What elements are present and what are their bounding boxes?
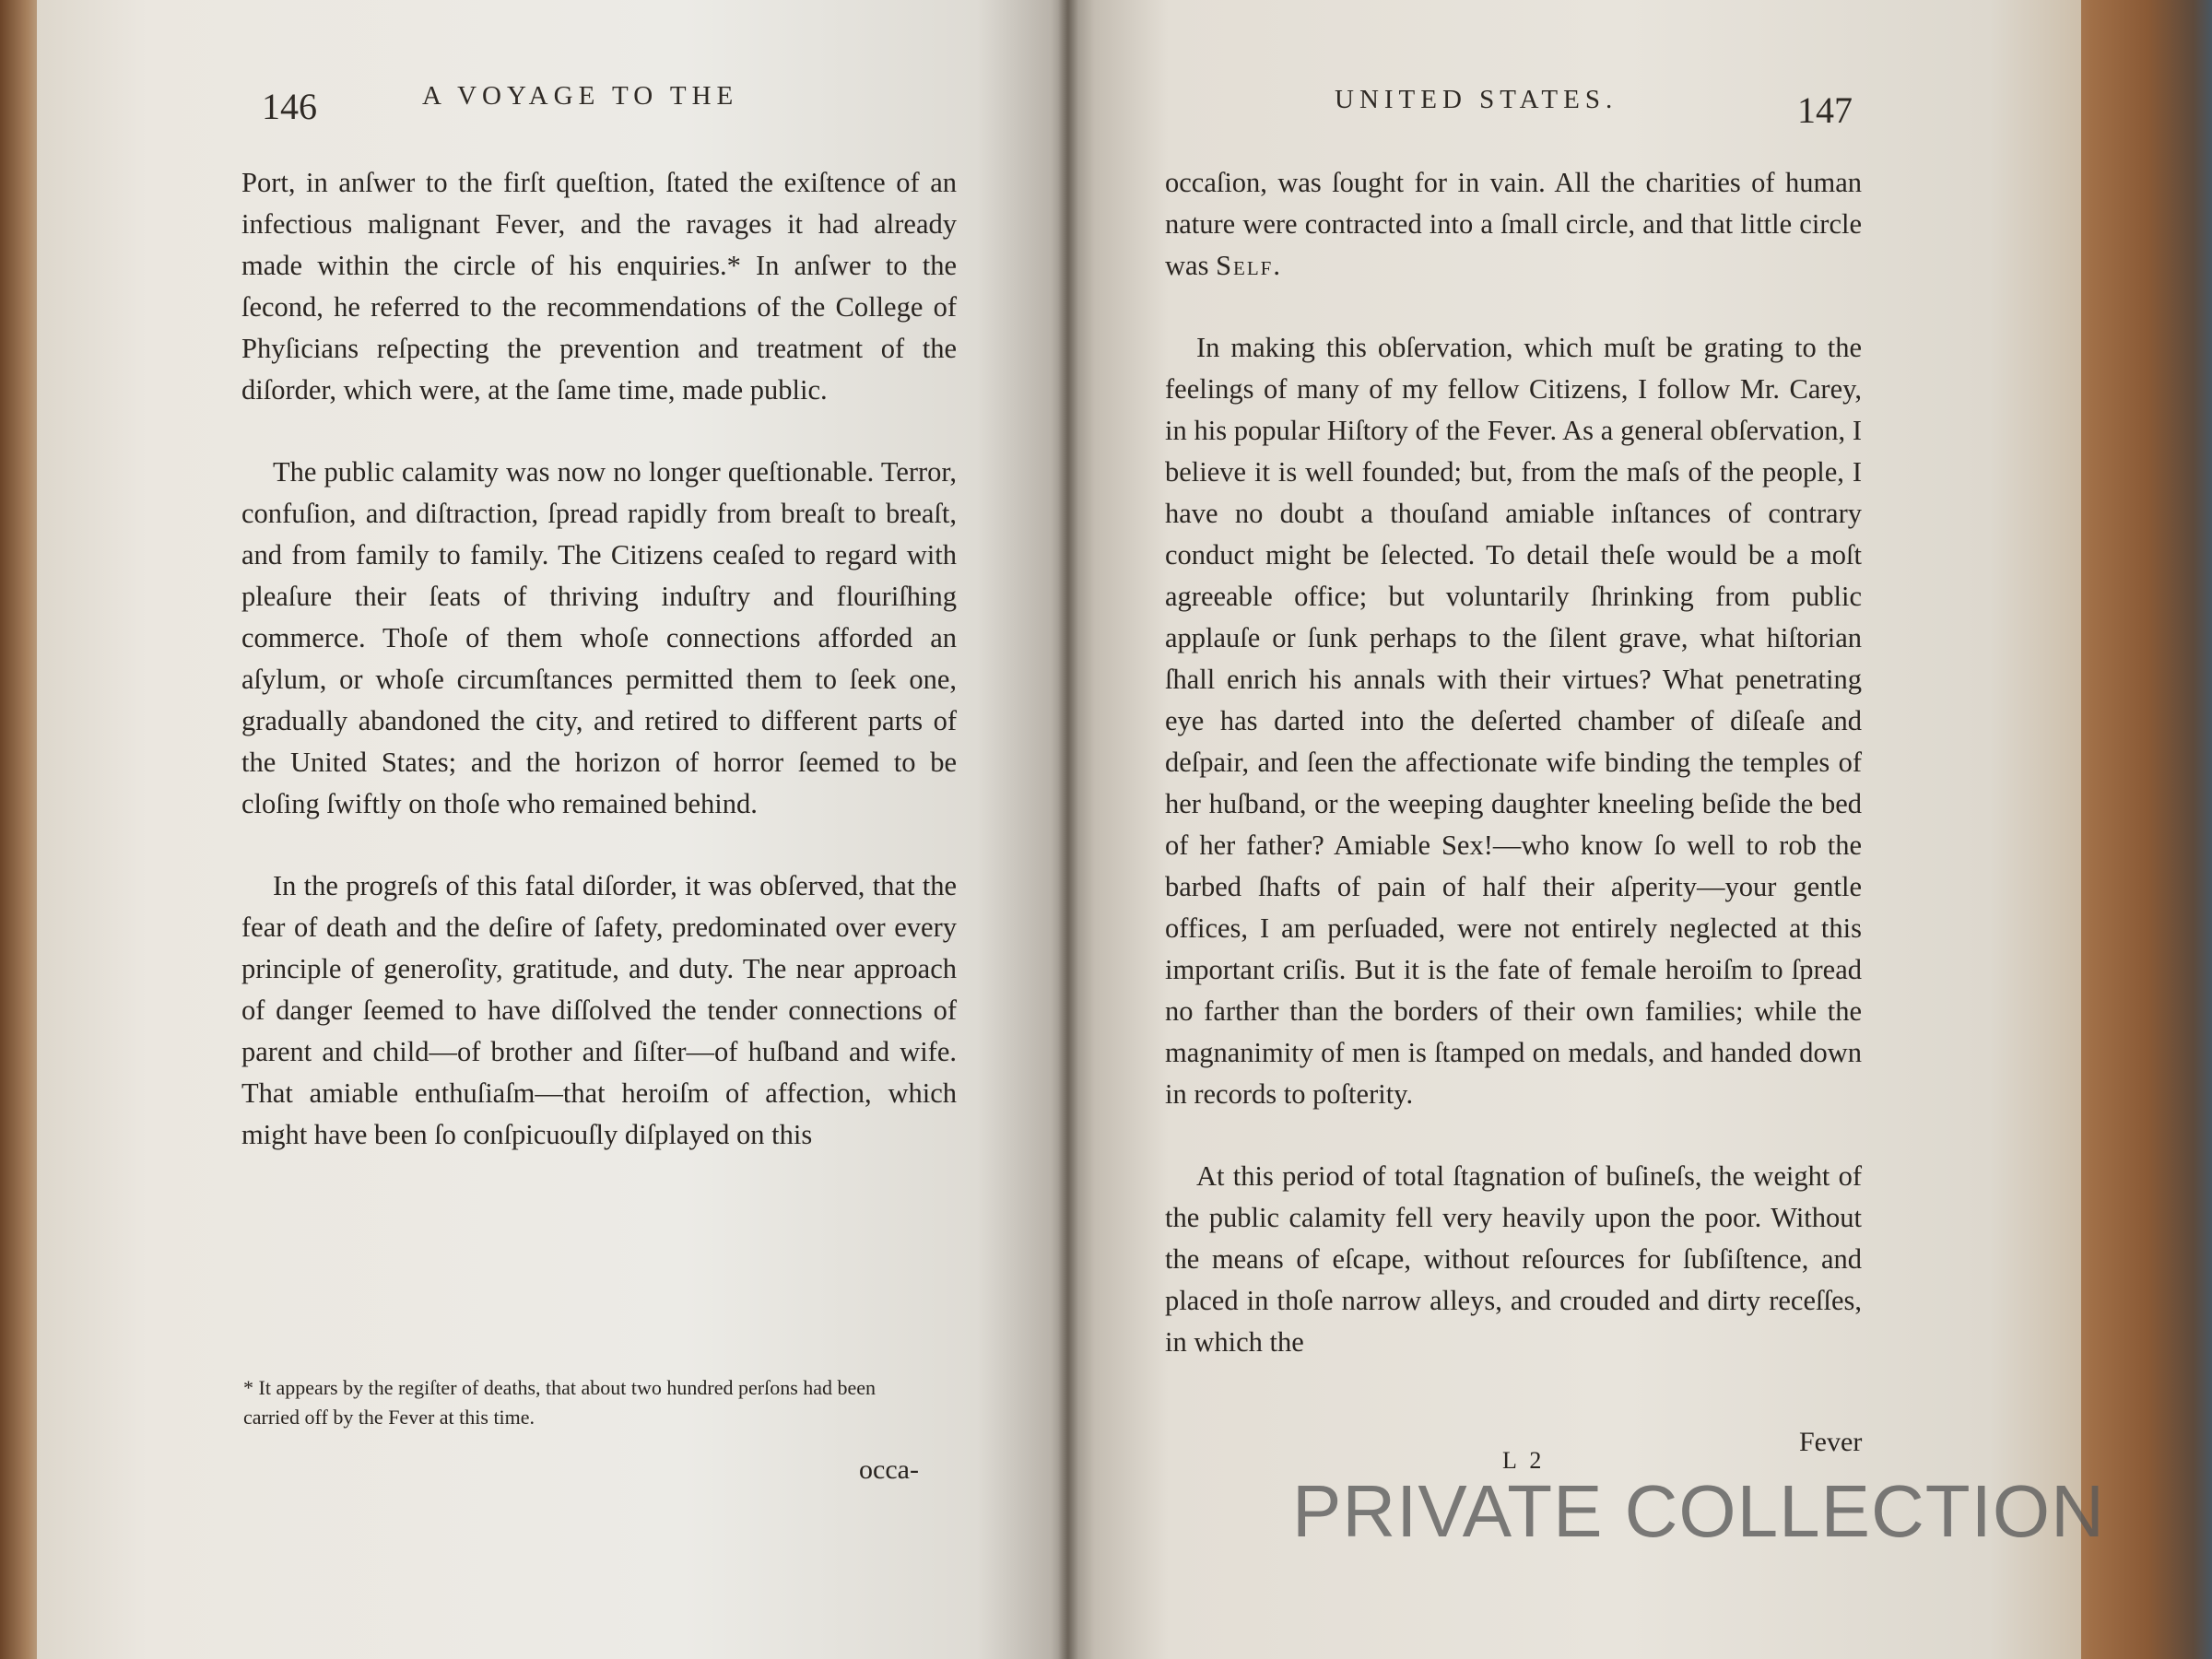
right-paragraph-3: At this period of total ſtagnation of buſineſs, the weight of the public calamity fell very heavily upon the poor. Without the means of eſcape, without reſources for ſubſiſtence, and placed in thoſe narrow alleys, and crouded and dirty receſſes, in which the [1165, 1160, 1862, 1358]
right-paragraph-1-text: occaſion, was ſought for in vain. All the charities of human nature were contracted into a ſmall circle, and that little circle was [1165, 167, 1862, 281]
signature-mark: L 2 [1502, 1447, 1546, 1474]
self-emphasis: Self. [1216, 250, 1282, 281]
right-page-text [1165, 162, 1862, 1363]
book-gutter [1058, 0, 1078, 1659]
left-page-number: 146 [262, 86, 317, 127]
left-catchword: occa- [859, 1454, 919, 1485]
right-running-head: UNITED STATES. [1335, 85, 1618, 114]
left-paragraph-2: The public calamity was now no longer queſtionable. Terror, confuſion, and diſtraction, ſpread rapidly from breaſt to breaſt, and from family to family. The Citizens ceaſed to regard with pleaſure their ſeats of thriving induſtry and flouriſhing commerce. Thoſe of them whoſe connections afforded an aſylum, or whoſe circumſtances permitted them to ſeek one, gradually abandoned the city, and retired to different parts of the United States; and the horizon of horror ſeemed to be cloſing ſwiftly on thoſe who remained behind. [241, 456, 957, 819]
left-page-text [241, 162, 957, 1156]
watermark: PRIVATE COLLECTION [1292, 1470, 2105, 1552]
left-paragraph-1: Port, in anſwer to the firſt queſtion, ſtated the exiſtence of an infectious malignant Fever, and the ravages it had already made within the circle of his enquiries.* In anſwer to the ſecond, he referred to the recommendations of the College of Phyſicians reſpecting the prevention and treatment of the diſorder, which were, at the ſame time, made public. [241, 167, 957, 406]
left-running-head: A VOYAGE TO THE [422, 81, 739, 111]
right-paragraph-2: In making this obſervation, which muſt be grating to the feelings of many of my fellow Citizens, I follow Mr. Carey, in his popular Hiſtory of the Fever. As a general obſervation, I believe it is well founded; but, from the maſs of the people, I have no doubt a thouſand amiable inſtances of contrary conduct might be ſelected. To detail theſe would be a moſt agreeable office; but voluntarily ſhrinking from public applauſe or ſunk perhaps to the ſilent grave, what hiſtorian ſhall enrich his annals with their virtues? What penetrating eye has darted into the deſerted chamber of diſeaſe and deſpair, and ſeen the affectionate wife binding the temples of her huſband, or the weeping daughter kneeling beſide the bed of her father? Amiable Sex!—who know ſo well to rob the barbed ſhafts of pain of half their aſperity—your gentle offices, I am perſuaded, were not entirely neglected at this important criſis. But it is the fate of female heroiſm to ſpread no farther than the borders of their own families; while the magnanimity of men is ſtamped on medals, and handed down in records to poſterity. [1165, 332, 1862, 1110]
right-page-number: 147 [1797, 89, 1853, 131]
left-paragraph-3: In the progreſs of this fatal diſorder, it was obſerved, that the fear of death and the deſire of ſafety, predominated over every principle of generoſity, gratitude, and duty. The near approach of danger ſeemed to have diſſolved the tender connections of parent and child—of brother and ſiſter—of huſband and wife. That amiable enthuſiaſm—that heroiſm of affection, which might have been ſo conſpicuouſly diſplayed on this [241, 870, 957, 1150]
right-catchword: Fever [1799, 1427, 1863, 1457]
right-paragraph-1 [1165, 162, 1862, 287]
left-footnote: * It appears by the regiſter of deaths, that about two hundred perſons had been carried off by the Fever at this time. [243, 1376, 877, 1429]
